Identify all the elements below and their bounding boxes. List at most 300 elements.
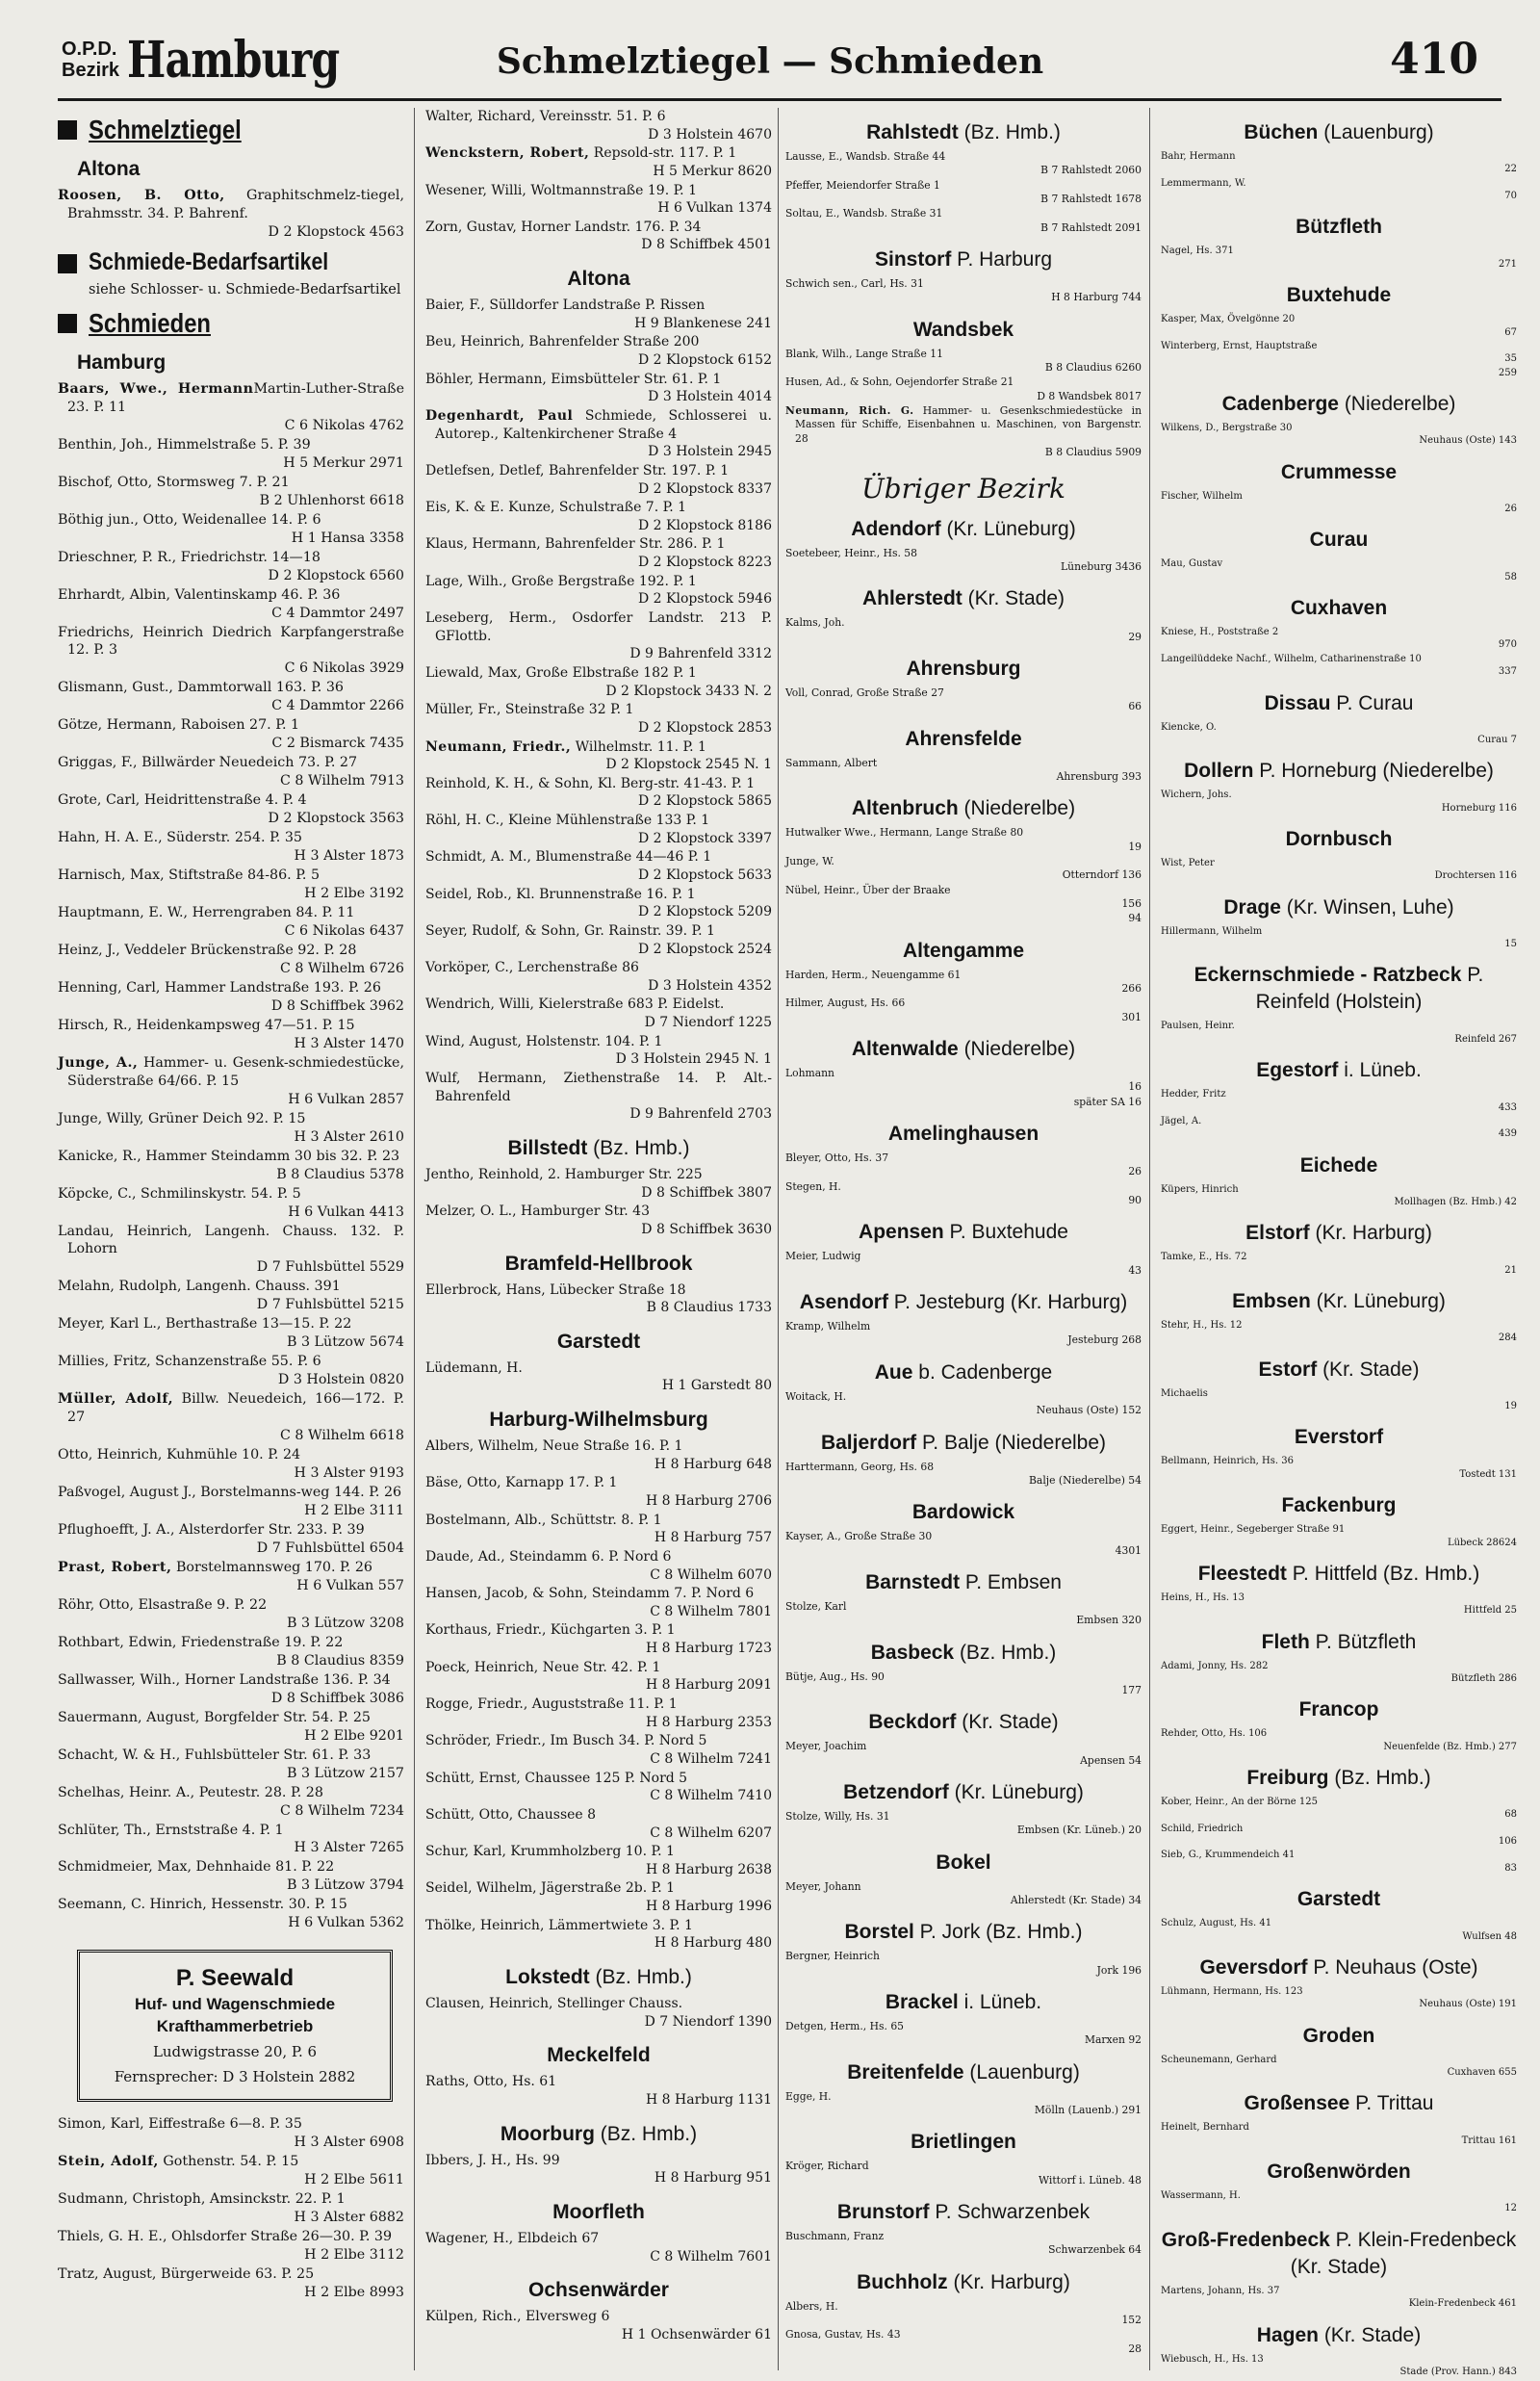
entry-phone: 337 xyxy=(1498,666,1517,678)
entry-text: Thiels, G. H. E., Ohlsdorfer Straße 26—30. P. 39 xyxy=(58,2229,393,2245)
place-heading xyxy=(1161,758,1517,785)
place-name: Drage xyxy=(1223,895,1281,919)
list-item xyxy=(425,1203,772,1238)
place-suffix: P. Hittfeld (Bz. Hmb.) xyxy=(1286,1562,1480,1585)
list-item xyxy=(785,1740,1142,1768)
entry-text: Eis, K. & E. Kunze, Schulstraße 7. P. 1 xyxy=(425,500,686,516)
list-item xyxy=(1161,1917,1517,1943)
list-item xyxy=(425,182,772,218)
place-name: Brackel xyxy=(885,1991,959,2013)
entry-phone: Embsen 320 xyxy=(1076,1614,1142,1627)
entry-phone: 26 xyxy=(1504,504,1517,515)
entry-text: Albers, Wilhelm, Neue Straße 16. P. 1 xyxy=(425,1438,683,1455)
place-heading xyxy=(425,1251,772,1278)
entry-text: Borstelmannsweg 170. P. 26 xyxy=(171,1559,372,1575)
list-item xyxy=(58,1596,404,1633)
list-item xyxy=(785,2090,1142,2118)
entry-phone: Wulfsen 48 xyxy=(1462,1930,1517,1942)
entry-phone: 433 xyxy=(1498,1101,1517,1113)
entry-phone: Ahlerstedt (Kr. Stade) 34 xyxy=(1010,1893,1142,1906)
place-suffix: P. Klein-Fredenbeck (Kr. Stade) xyxy=(1290,2228,1517,2278)
entry-text: Daude, Ad., Steindamm 6. P. Nord 6 xyxy=(425,1548,672,1565)
place-name: Büchen xyxy=(1244,121,1319,143)
list-item xyxy=(1161,245,1517,271)
entry-phone: Curau 7 xyxy=(1477,734,1517,745)
list-item xyxy=(58,436,404,473)
entry-text: Detlefsen, Detlef, Bahrenfelder Str. 197. P. 1 xyxy=(425,462,730,479)
list-item xyxy=(425,407,772,461)
place-heading xyxy=(1161,894,1517,921)
list-item xyxy=(425,1512,772,1547)
entry-text: Thölke, Heinrich, Lämmertwiete 3. P. 1 xyxy=(425,1917,693,1933)
entry-text: Götze, Hermann, Raboisen 27. P. 1 xyxy=(58,717,300,734)
entry-text: Winterberg, Ernst, Hauptstraße xyxy=(1161,340,1318,351)
entry-text: Soltau, E., Wandsb. Straße 31 xyxy=(785,207,943,220)
entry-text: Wilhelmstr. 11. P. 1 xyxy=(571,738,706,755)
list-item xyxy=(1161,150,1517,176)
entry-text: Pfeffer, Meiendorfer Straße 1 xyxy=(785,178,940,192)
place-heading xyxy=(1161,2322,1517,2349)
list-item xyxy=(58,474,404,510)
section-title: Schmiede-Bedarfsartikel xyxy=(89,247,329,275)
list-item xyxy=(1161,1455,1517,1481)
place-heading xyxy=(1161,1220,1517,1247)
entry-phone: D 7 Fuhlsbüttel 5215 xyxy=(256,1297,404,1313)
entry-name: Degenhardt, Paul xyxy=(425,407,574,424)
place-name: Brietlingen xyxy=(911,2131,1016,2154)
entry-phone: H 2 Elbe 5611 xyxy=(304,2172,404,2188)
list-item xyxy=(425,499,772,534)
list-item xyxy=(1161,1319,1517,1345)
entry-text: Heinz, J., Veddeler Brückenstraße 92. P. 28 xyxy=(58,942,357,958)
list-item xyxy=(425,1474,772,1510)
entry-phone: 156 xyxy=(1121,896,1142,910)
list-item xyxy=(425,1879,772,1915)
entry-phone: D 2 Klopstock 2545 N. 1 xyxy=(605,757,772,773)
entry-phone: B 7 Rahlstedt 1678 xyxy=(1040,193,1142,206)
entry-phone: H 8 Harburg 2638 xyxy=(646,1861,772,1877)
list-item xyxy=(425,922,772,958)
entry-text: Rogge, Friedr., Auguststraße 11. P. 1 xyxy=(425,1696,678,1713)
list-item xyxy=(785,855,1142,883)
entry-phone: Embsen (Kr. Lüneb.) 20 xyxy=(1016,1824,1142,1837)
entry-text: Graphitschmelz-tiegel, Brahmsstr. 34. P. Bahrenf. xyxy=(67,188,404,221)
entry-phone: H 8 Harburg 2706 xyxy=(646,1493,772,1509)
list-item xyxy=(58,1446,404,1483)
entry-phone: 284 xyxy=(1498,1333,1517,1344)
entry-text: Hirsch, R., Heidenkampsweg 47—51. P. 15 xyxy=(58,1017,355,1033)
list-item xyxy=(58,1278,404,1314)
list-item xyxy=(58,1185,404,1222)
entry-text: Stolze, Willy, Hs. 31 xyxy=(785,1809,890,1823)
list-item xyxy=(58,549,404,585)
entry-phone: H 6 Vulkan 1374 xyxy=(657,200,772,217)
column-divider xyxy=(414,108,415,2370)
place-suffix: P. Schwarzenbek xyxy=(929,2201,1091,2224)
entry-phone: Mollhagen (Bz. Hmb.) 42 xyxy=(1394,1196,1517,1207)
entry-phone: Horneburg 116 xyxy=(1441,802,1517,814)
list-item xyxy=(58,1484,404,1520)
list-item xyxy=(58,1784,404,1821)
place-name: Elstorf xyxy=(1245,1222,1310,1245)
place-name: Beckdorf xyxy=(868,1711,957,1734)
entry-text: Wassermann, H. xyxy=(1161,2190,1241,2202)
entry-text: Hammer- u. Gesenk-schmiedestücke, Süderstraße 64/66. P. 15 xyxy=(67,1054,404,1089)
entry-name: Neumann, Rich. G. xyxy=(785,404,914,418)
entry-phone: 43 xyxy=(1128,1263,1142,1277)
entry-text: Clausen, Heinrich, Stellinger Chauss. xyxy=(425,1996,683,2012)
entry-text: Nagel, Hs. 371 xyxy=(1161,246,1234,257)
place-heading xyxy=(1161,690,1517,717)
entry-text: Schild, Friedrich xyxy=(1161,1823,1244,1834)
opd-text: O.P.D. xyxy=(62,39,117,60)
list-item xyxy=(1161,367,1517,379)
section-square-icon xyxy=(58,254,77,273)
place-name: Ahlerstedt xyxy=(861,587,962,610)
bezirk-text: Bezirk xyxy=(62,60,120,81)
entry-text: Fischer, Wilhelm xyxy=(1161,490,1243,502)
entry-name: Müller, Adolf, xyxy=(58,1391,174,1408)
column-3 xyxy=(785,108,1142,2370)
entry-text: Schmidmeier, Max, Dehnhaide 81. P. 22 xyxy=(58,1859,335,1876)
entry-phone: H 8 Harburg 1723 xyxy=(646,1641,772,1657)
list-item xyxy=(425,1695,772,1731)
section-square-icon xyxy=(58,314,77,333)
entry-text: Küpers, Hinrich xyxy=(1161,1183,1239,1195)
entry-phone: Jork 196 xyxy=(1096,1963,1142,1977)
place-name: Breitenfelde xyxy=(847,2060,964,2083)
list-item xyxy=(58,1896,404,1932)
entry-text: Wendrich, Willi, Kielerstraße 683 P. Eidelst. xyxy=(425,996,725,1013)
entry-phone: D 2 Klopstock 5209 xyxy=(637,904,772,920)
entry-text: Ibbers, J. H., Hs. 99 xyxy=(425,2152,560,2168)
entry-text: Köpcke, C., Schmilinskystr. 54. P. 5 xyxy=(58,1185,301,1202)
entry-text: Soetebeer, Heinr., Hs. 58 xyxy=(785,546,917,559)
entry-text: Friedrichs, Heinrich Diedrich Karpfangerstraße 12. P. 3 xyxy=(58,624,404,659)
entry-text: Ehrhardt, Albin, Valentinskamp 46. P. 36 xyxy=(58,586,341,603)
entry-text: Bergner, Heinrich xyxy=(785,1950,880,1963)
list-item xyxy=(58,1148,404,1184)
list-item xyxy=(425,1770,772,1805)
entry-phone: D 2 Klopstock 3563 xyxy=(268,811,404,827)
list-item xyxy=(58,1054,404,1109)
entry-phone: H 9 Blankenese 241 xyxy=(634,315,772,331)
entry-list xyxy=(425,108,772,254)
entry-text: Klaus, Hermann, Bahrenfelder Str. 286. P. 1 xyxy=(425,536,726,553)
place-name: Freiburg xyxy=(1246,1767,1329,1790)
place-name: Curau xyxy=(1309,529,1369,552)
list-item xyxy=(58,754,404,790)
place-heading xyxy=(785,1430,1142,1457)
place-heading xyxy=(1161,595,1517,622)
entry-text: Woitack, H. xyxy=(785,1389,847,1403)
list-item xyxy=(1161,1020,1517,1046)
list-item xyxy=(1161,340,1517,366)
entry-phone: Neuhaus (Oste) 143 xyxy=(1419,435,1517,447)
entry-phone: H 3 Alster 7265 xyxy=(294,1840,404,1856)
place-suffix: (Kr. Stade) xyxy=(962,587,1065,610)
list-item xyxy=(58,511,404,548)
entry-name: Roosen, B. Otto, xyxy=(58,188,225,203)
entry-text: Blank, Wilh., Lange Straße 11 xyxy=(785,347,943,360)
place-heading xyxy=(1161,1492,1517,1519)
entry-phone: D 2 Klopstock 2853 xyxy=(637,719,772,736)
column-divider xyxy=(1149,108,1150,2370)
entry-phone: D 2 Klopstock 3433 N. 2 xyxy=(605,683,772,699)
entry-text: Martens, Johann, Hs. 37 xyxy=(1161,2285,1280,2296)
place-suffix: P. Bützfleth xyxy=(1309,1630,1417,1653)
entry-text: Kramp, Wilhelm xyxy=(785,1320,871,1333)
entry-text: Schulz, August, Hs. 41 xyxy=(1161,1918,1272,1929)
entry-text: Meyer, Johann xyxy=(785,1879,861,1893)
entry-text: Korthaus, Friedr., Küchgarten 3. P. 1 xyxy=(425,1622,676,1639)
entry-phone: 19 xyxy=(1504,1401,1517,1412)
entry-text: Egge, H. xyxy=(785,2089,832,2103)
list-item xyxy=(785,1180,1142,1208)
column-2 xyxy=(425,108,772,2370)
list-item xyxy=(785,757,1142,785)
list-item xyxy=(58,1315,404,1352)
entry-phone: H 6 Vulkan 2857 xyxy=(288,1091,404,1107)
list-item xyxy=(785,1530,1142,1558)
place-heading xyxy=(785,1989,1142,2016)
entry-text: Zorn, Gustav, Horner Landstr. 176. P. 34 xyxy=(425,219,702,235)
list-item xyxy=(1161,2121,1517,2147)
place-suffix: (Kr. Lüneburg) xyxy=(940,517,1076,540)
list-item xyxy=(785,2230,1142,2258)
place-name: Francop xyxy=(1298,1698,1379,1721)
list-item xyxy=(58,1521,404,1558)
entry-phone: C 8 Wilhelm 6726 xyxy=(279,960,404,976)
entry-text: Melzer, O. L., Hamburger Str. 43 xyxy=(425,1203,650,1220)
entry-phone: C 8 Wilhelm 6618 xyxy=(279,1428,404,1444)
list-item xyxy=(58,1390,404,1445)
place-name: Betzendorf xyxy=(843,1780,949,1803)
list-item xyxy=(1161,1823,1517,1849)
entry-phone: 21 xyxy=(1504,1264,1517,1276)
list-item xyxy=(58,829,404,866)
entry-phone: D 2 Klopstock 8186 xyxy=(637,517,772,533)
place-name: Adendorf xyxy=(851,517,941,540)
place-name: Moorfleth xyxy=(552,2200,645,2223)
entry-text: Kalms, Joh. xyxy=(785,616,845,630)
list-item xyxy=(785,2300,1142,2328)
list-item xyxy=(425,1166,772,1202)
entry-phone: Neuenfelde (Bz. Hmb.) 277 xyxy=(1383,1741,1517,1752)
entry-name: Prast, Robert, xyxy=(58,1559,172,1575)
place-heading xyxy=(1161,1696,1517,1723)
entry-text: Martin-Luther-Straße 23. P. 11 xyxy=(67,380,404,415)
entry-name: Baars, Wwe., Hermann xyxy=(58,380,254,397)
entry-phone: Balje (Niederelbe) 54 xyxy=(1029,1473,1142,1487)
list-item xyxy=(1161,422,1517,448)
place-name: Wandsbek xyxy=(912,318,1014,341)
place-suffix: P. Jesteburg (Kr. Harburg) xyxy=(887,1291,1128,1314)
place-heading xyxy=(785,656,1142,683)
list-item xyxy=(785,686,1142,714)
entry-phone: C 6 Nikolas 3929 xyxy=(284,660,404,677)
entry-text: Michaelis xyxy=(1161,1387,1208,1399)
entry-text: Wiebusch, H., Hs. 13 xyxy=(1161,2353,1264,2365)
place-name: Dollern xyxy=(1184,760,1254,783)
place-heading xyxy=(1161,1357,1517,1384)
place-heading xyxy=(785,2199,1142,2226)
entry-phone: H 8 Harburg 2091 xyxy=(646,1677,772,1694)
entry-phone: 94 xyxy=(1128,912,1142,925)
entry-phone: C 8 Wilhelm 7913 xyxy=(279,773,404,789)
advertisement-box xyxy=(77,1950,393,2102)
place-suffix: (Bz. Hmb.) xyxy=(587,1136,690,1159)
entry-phone: H 2 Elbe 3192 xyxy=(304,886,404,902)
entry-text: Hahn, H. A. E., Süderstr. 254. P. 35 xyxy=(58,830,302,846)
entry-text: Schlüter, Th., Ernststraße 4. P. 1 xyxy=(58,1822,284,1838)
entry-text: Griggas, F., Billwärder Neuedeich 73. P. 27 xyxy=(58,755,358,771)
place-name: Moorburg xyxy=(500,2122,595,2145)
place-heading xyxy=(785,1919,1142,1946)
column-1 xyxy=(58,108,404,2370)
list-item xyxy=(425,1621,772,1657)
entry-text: Reinhold, K. H., & Sohn, Kl. Berg-str. 41-43. P. 1 xyxy=(425,775,756,791)
place-heading xyxy=(1161,1954,1517,1981)
place-heading xyxy=(425,1329,772,1356)
place-name: Egestorf xyxy=(1256,1059,1339,1082)
entry-text: Hauptmann, E. W., Herrengraben 84. P. 11 xyxy=(58,905,355,921)
entry-phone: Schwarzenbek 64 xyxy=(1048,2243,1142,2257)
entry-text: Simon, Karl, Eiffestraße 6—8. P. 35 xyxy=(58,2116,302,2133)
entry-phone: H 6 Vulkan 5362 xyxy=(288,1915,404,1931)
entry-phone: Hittfeld 25 xyxy=(1463,1605,1517,1617)
list-item xyxy=(785,1880,1142,1908)
entry-text: Wulf, Hermann, Ziethenstraße 14. P. Alt.-Bahrenfeld xyxy=(425,1071,772,1104)
place-heading xyxy=(785,1569,1142,1596)
entry-phone: Neuhaus (Oste) 191 xyxy=(1419,1999,1517,2010)
entry-text: Külpen, Rich., Elversweg 6 xyxy=(425,2309,610,2325)
entry-text: Buschmann, Franz xyxy=(785,2230,885,2243)
subject-title: Schmelztiegel — Schmieden xyxy=(496,41,1044,82)
list-item xyxy=(1161,721,1517,747)
city-title: Hamburg xyxy=(127,31,340,90)
entry-text: Vorköper, C., Lerchenstraße 86 xyxy=(425,960,639,976)
entry-text: Harttermann, Georg, Hs. 68 xyxy=(785,1460,935,1473)
header-rule xyxy=(58,98,1502,101)
section-title: Schmieden xyxy=(89,307,211,338)
list-item xyxy=(425,1806,772,1842)
list-item xyxy=(1161,1115,1517,1141)
list-item xyxy=(425,886,772,921)
list-item xyxy=(785,348,1142,375)
place-suffix: (Kr. Stade) xyxy=(956,1711,1059,1734)
entry-text: Röhr, Otto, Elsastraße 9. P. 22 xyxy=(58,1596,268,1613)
place-name: Embsen xyxy=(1232,1290,1311,1313)
entry-text: Böhler, Hermann, Eimsbütteler Str. 61. P. 1 xyxy=(425,371,722,387)
entry-text: Schröder, Friedr., Im Busch 34. P. Nord 5 xyxy=(425,1733,707,1749)
place-suffix: (Bz. Hmb.) xyxy=(589,1966,692,1989)
list-item xyxy=(785,2020,1142,2048)
entry-text: Hansen, Jacob, & Sohn, Steindamm 7. P. Nord 6 xyxy=(425,1586,755,1602)
place-name: Cuxhaven xyxy=(1290,597,1388,620)
list-item xyxy=(58,1353,404,1389)
place-name: Eckernschmiede - Ratzbeck xyxy=(1194,964,1462,987)
entry-phone: H 5 Merkur 2971 xyxy=(283,454,404,471)
entry-phone: D 7 Fuhlsbüttel 5529 xyxy=(256,1259,404,1276)
entry-text: Wind, August, Holstenstr. 104. P. 1 xyxy=(425,1033,663,1049)
place-name: Großenwörden xyxy=(1267,2161,1411,2184)
list-item xyxy=(1161,1592,1517,1618)
entry-phone: B 3 Lützow 3794 xyxy=(286,1877,404,1894)
entry-text: Meyer, Karl L., Berthastraße 13—15. P. 22 xyxy=(58,1316,352,1333)
list-item xyxy=(1161,653,1517,679)
place-name: Rahlstedt xyxy=(866,121,959,143)
place-heading xyxy=(1161,1424,1517,1451)
entry-text: Junge, Willy, Grüner Deich 92. P. 15 xyxy=(58,1110,306,1126)
list-item xyxy=(1161,2054,1517,2080)
place-suffix: P. Reinfeld (Holstein) xyxy=(1255,964,1484,1014)
list-item xyxy=(785,1461,1142,1488)
entry-text: Sauermann, August, Borgfelder Str. 54. P. 25 xyxy=(58,1709,371,1725)
place-heading: Hamburg xyxy=(77,350,167,374)
entry-text: Lage, Wilh., Große Bergstraße 192. P. 1 xyxy=(425,573,697,589)
entry-phone: H 2 Elbe 3112 xyxy=(304,2247,404,2264)
place-name: Hagen xyxy=(1256,2323,1319,2346)
entry-text: Wagener, H., Elbdeich 67 xyxy=(425,2230,600,2246)
entry-phone: D 2 Klopstock 4563 xyxy=(268,223,404,240)
entry-text: Tamke, E., Hs. 72 xyxy=(1161,1252,1247,1263)
list-item xyxy=(58,2153,404,2189)
entry-text: Paßvogel, August J., Borstelmanns-weg 144. P. 26 xyxy=(58,1485,402,1501)
place-heading xyxy=(785,1709,1142,1736)
place-name: Harburg-Wilhelmsburg xyxy=(489,1409,708,1432)
list-item xyxy=(425,1585,772,1620)
list-item xyxy=(785,404,1142,459)
list-item xyxy=(785,884,1142,912)
list-item xyxy=(425,996,772,1031)
entry-phone: H 8 Harburg 951 xyxy=(654,2170,772,2187)
place-suffix: (Bz. Hmb.) xyxy=(958,121,1061,143)
entry-text: Lüdemann, H. xyxy=(425,1359,523,1376)
entry-text: Lühmann, Hermann, Hs. 123 xyxy=(1161,1985,1303,1997)
entry-text: Ellerbrock, Hans, Lübecker Straße 18 xyxy=(425,1281,686,1298)
entry-name: Stein, Adolf, xyxy=(58,2154,159,2170)
place-heading xyxy=(425,2277,772,2304)
list-item xyxy=(1161,1387,1517,1413)
entry-phone: D 8 Schiffbek 3807 xyxy=(641,1184,772,1201)
entry-phone: C 4 Dammtor 2266 xyxy=(271,698,404,714)
place-heading xyxy=(785,119,1142,146)
list-item xyxy=(58,380,404,435)
entry-phone: H 8 Harburg 1996 xyxy=(646,1899,772,1915)
place-name: Dissau xyxy=(1264,691,1331,714)
region-heading: Übriger Bezirk xyxy=(861,472,1065,505)
place-heading xyxy=(785,2269,1142,2296)
list-item xyxy=(425,371,772,406)
list-item xyxy=(425,664,772,700)
entry-text: Langeilüddeke Nachf., Wilhelm, Catharinenstraße 10 xyxy=(1161,653,1422,664)
place-heading xyxy=(1161,2023,1517,2050)
place-name: Groß-Fredenbeck xyxy=(1161,2228,1330,2251)
section-heading xyxy=(58,116,404,144)
place-name: Apensen xyxy=(859,1221,944,1244)
entry-text: Wist, Peter xyxy=(1161,857,1215,868)
entry-phone: Cuxhaven 655 xyxy=(1447,2067,1517,2078)
place-heading xyxy=(1161,119,1517,146)
entry-phone: Bützfleth 286 xyxy=(1450,1672,1517,1684)
place-heading xyxy=(785,795,1142,822)
list-item xyxy=(1161,2189,1517,2215)
place-name: Buchholz xyxy=(857,2270,948,2293)
entry-text: Gothenstr. 54. P. 15 xyxy=(158,2154,299,2170)
place-suffix: b. Cadenberge xyxy=(912,1360,1053,1384)
place-heading xyxy=(785,516,1142,543)
